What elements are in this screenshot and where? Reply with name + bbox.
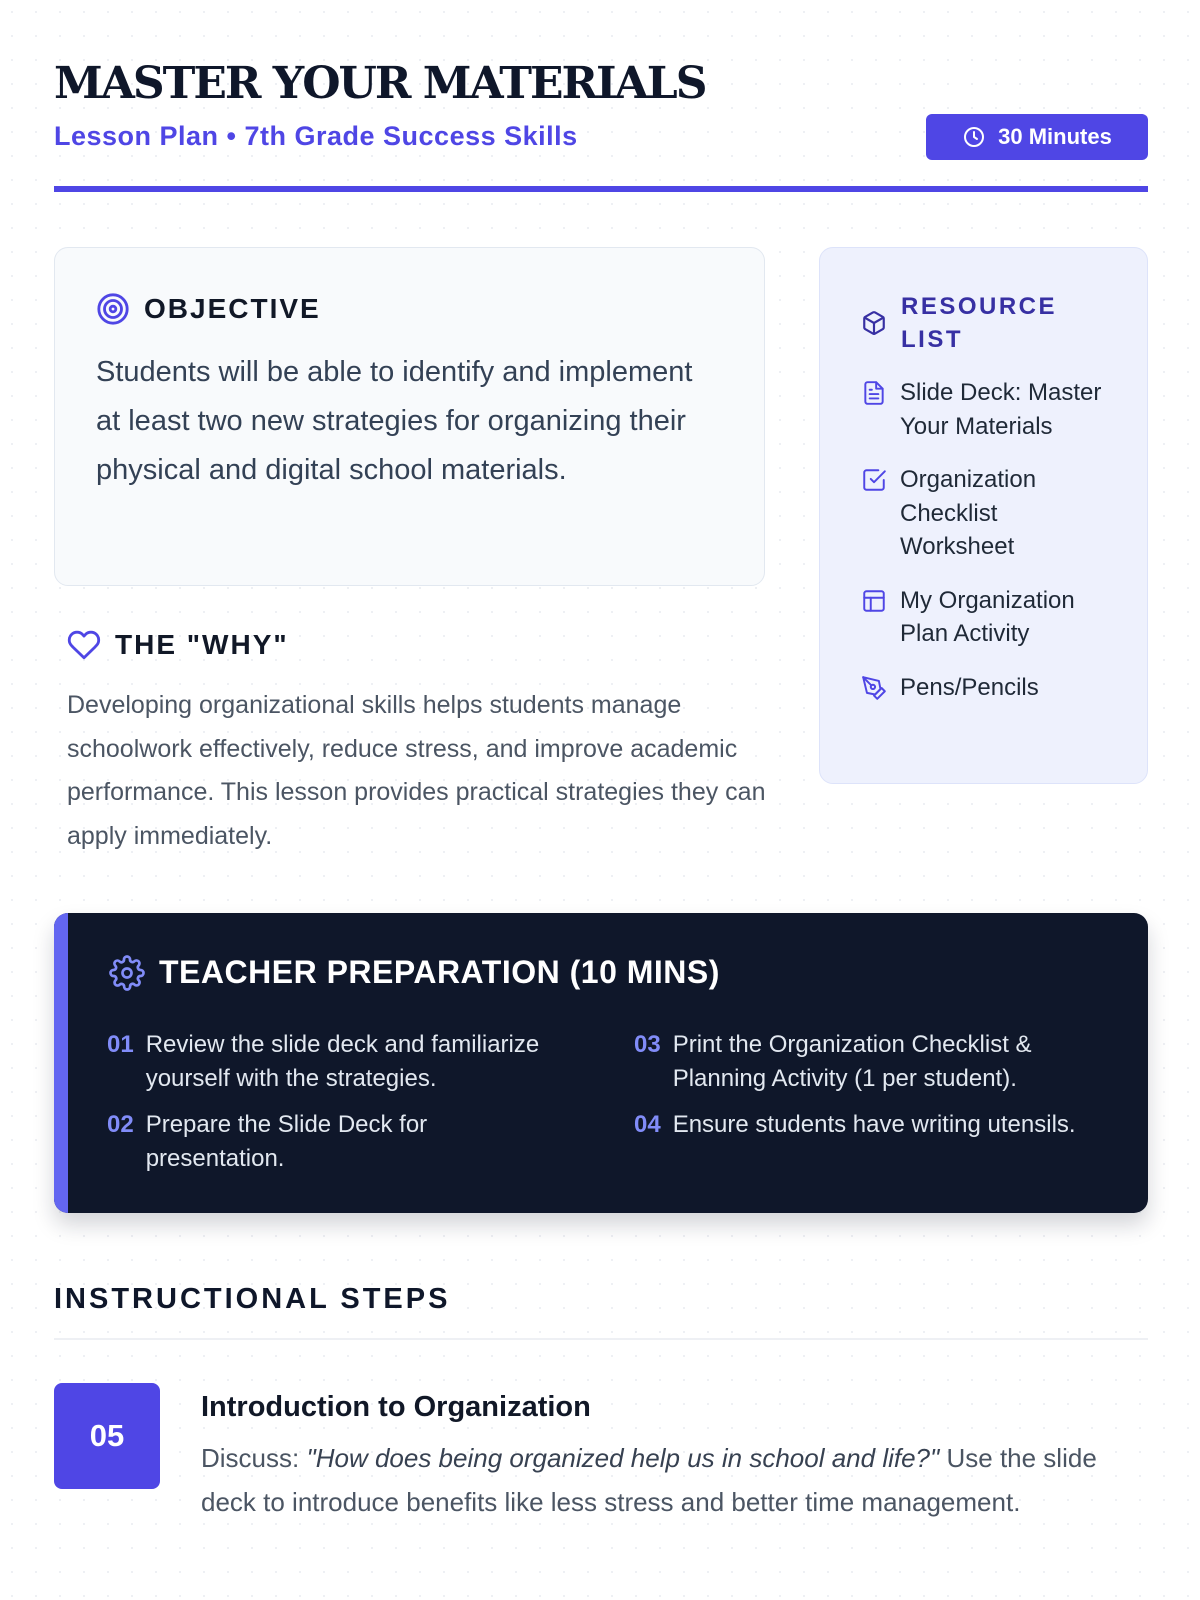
clock-icon [962,125,986,149]
prep-step [634,1108,1124,1142]
why-section [67,628,767,858]
target-icon [96,292,130,326]
step-description [201,1437,1148,1524]
prep-step [634,1028,1104,1096]
instructional-steps-heading: INSTRUCTIONAL STEPS [54,1283,451,1315]
duration-label: 30 Minutes [998,124,1112,149]
step-quote: "How does being organized help us in school and life?" [306,1443,940,1473]
resource-item [861,584,1117,651]
duration-badge [926,114,1148,160]
resource-card [819,247,1148,784]
pen-icon [861,675,887,705]
resource-heading: RESOURCE LIST [901,293,1058,353]
prep-step-number: 01 [107,1031,134,1058]
prep-step [107,1028,577,1096]
document-icon [861,380,887,443]
resource-item [861,671,1117,705]
resource-item [861,376,1117,443]
checkbox-icon [861,467,887,564]
step-title: Introduction to Organization [201,1391,591,1423]
objective-header [96,292,724,326]
step-number-badge: 05 [54,1383,160,1489]
page-title: MASTER YOUR MATERIALS [54,58,706,109]
prep-step [107,1108,527,1176]
objective-text: Students will be able to identify and implement at least two new strategies for organizing their physical and digital school materials. [96,356,693,486]
prep-step-text: Review the slide deck and familiarize yourself with the strategies. [145,1031,540,1092]
resource-item-label: Organization Checklist Worksheet [900,466,1037,560]
teacher-prep-card [54,913,1148,1213]
resource-header [861,290,1117,356]
prep-step-number: 03 [634,1031,661,1058]
why-text: Developing organizational skills helps students manage schoolwork effectively, reduce stress, and improve academic performance. This lesson provides practical strategies they can apply immediately. [67,691,766,850]
prep-step-text: Prepare the Slide Deck for presentation. [145,1111,428,1172]
why-header [67,628,767,662]
resource-item-label: My Organization Plan Activity [900,586,1075,647]
step-rest: Use the slide deck to introduce benefits like less stress and better time management. [201,1443,1097,1517]
why-heading: THE "WHY" [115,629,289,660]
header-divider [54,186,1148,192]
prep-step-number: 02 [107,1111,134,1138]
prep-header [109,954,720,991]
resource-list [861,376,1117,704]
step-lead: Discuss: [201,1443,300,1473]
page-subtitle: Lesson Plan • 7th Grade Success Skills [54,121,578,151]
objective-card [54,247,765,586]
layout-icon [861,588,887,651]
resource-item-label: Slide Deck: Master Your Materials [900,379,1102,440]
prep-step-number: 04 [634,1111,661,1138]
resource-item-label: Pens/Pencils [900,673,1039,701]
prep-step-text: Ensure students have writing utensils. [672,1111,1076,1138]
heart-icon [67,628,101,662]
lesson-plan-page [54,0,1148,1600]
steps-divider [54,1338,1148,1340]
box-icon [861,310,887,336]
prep-accent-bar [54,913,68,1213]
prep-heading: TEACHER PREPARATION (10 MINS) [159,954,720,990]
resource-item [861,463,1117,564]
objective-heading: OBJECTIVE [144,293,321,324]
prep-step-text: Print the Organization Checklist & Planning Activity (1 per student). [672,1031,1032,1092]
gear-icon [109,955,145,991]
